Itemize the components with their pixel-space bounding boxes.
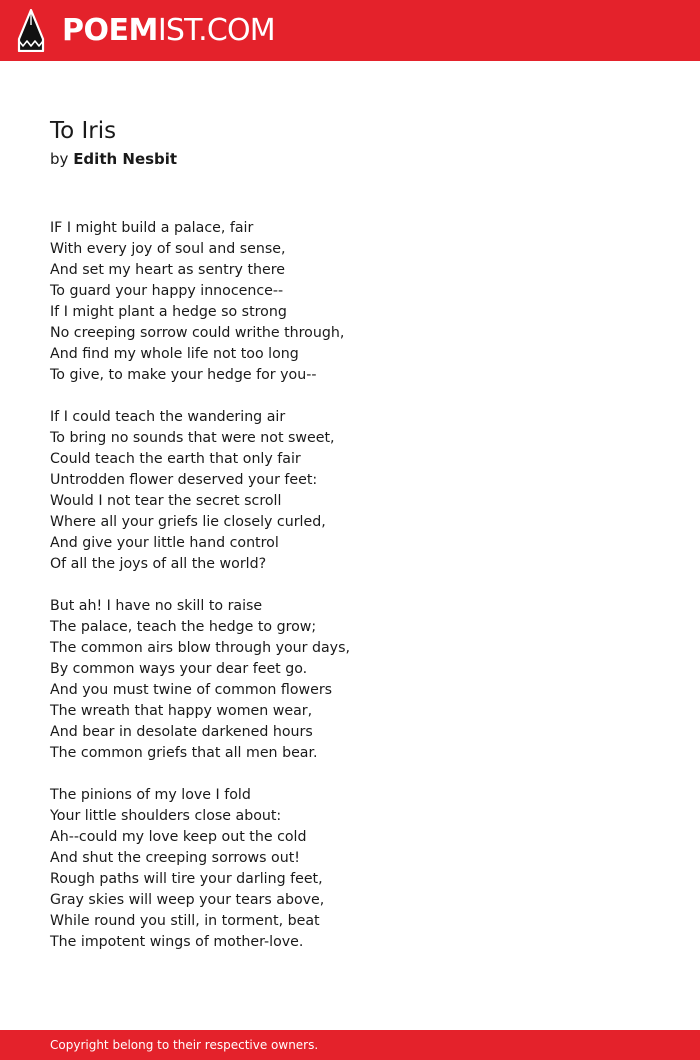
poem-line: And you must twine of common flowers <box>50 682 333 698</box>
byline <box>50 148 177 170</box>
poem-line: Your little shoulders close about: <box>50 808 282 824</box>
poem-line: If I could teach the wandering air <box>50 409 286 425</box>
poem-line: No creeping sorrow could writhe through, <box>50 325 345 341</box>
pen-nib-icon[interactable] <box>17 9 45 52</box>
poem-line: But ah! I have no skill to raise <box>50 598 263 614</box>
poem-line: And set my heart as sentry there <box>50 262 285 278</box>
poem-line: The common airs blow through your days, <box>50 640 350 656</box>
stanza <box>50 407 650 575</box>
poem-line: IF I might build a palace, fair <box>50 220 254 236</box>
poem-line: Gray skies will weep your tears above, <box>50 892 325 908</box>
copyright-notice: Copyright belong to their respective owners. <box>50 1038 319 1052</box>
poem-line: Where all your griefs lie closely curled, <box>50 514 326 530</box>
poem-line: The impotent wings of mother-love. <box>50 934 304 950</box>
poem-line: Ah--could my love keep out the cold <box>50 829 307 845</box>
stanza <box>50 596 650 764</box>
poem-title: To Iris <box>50 118 117 144</box>
poem-line: If I might plant a hedge so strong <box>50 304 287 320</box>
poem-line: Of all the joys of all the world? <box>50 556 267 572</box>
logo-bold-text: POEM <box>62 13 158 48</box>
logo-light-text: IST.COM <box>157 13 275 48</box>
poem-line: Could teach the earth that only fair <box>50 451 301 467</box>
poem-line: And bear in desolate darkened hours <box>50 724 313 740</box>
poem-line: While round you still, in torment, beat <box>50 913 320 929</box>
author-name: Edith Nesbit <box>73 150 178 168</box>
stanza <box>50 218 650 386</box>
byline-prefix: by <box>50 150 69 168</box>
poem-line: With every joy of soul and sense, <box>50 241 286 257</box>
poem-line: To bring no sounds that were not sweet, <box>50 430 335 446</box>
poem-body <box>50 218 650 974</box>
poem-line: By common ways your dear feet go. <box>50 661 308 677</box>
poem-line: To guard your happy innocence-- <box>50 283 284 299</box>
site-footer <box>0 1030 700 1060</box>
stanza <box>50 785 650 953</box>
poem-line: And shut the creeping sorrows out! <box>50 850 300 866</box>
poem-line: Rough paths will tire your darling feet, <box>50 871 323 887</box>
site-header <box>0 0 700 61</box>
site-logo[interactable] <box>62 11 275 51</box>
poem-line: Untrodden flower deserved your feet: <box>50 472 318 488</box>
poem-line: The palace, teach the hedge to grow; <box>50 619 317 635</box>
poem-line: To give, to make your hedge for you-- <box>50 367 317 383</box>
poem-line: The pinions of my love I fold <box>50 787 251 803</box>
poem-line: And give your little hand control <box>50 535 279 551</box>
poem-line: The common griefs that all men bear. <box>50 745 318 761</box>
poem-line: And find my whole life not too long <box>50 346 299 362</box>
poem-line: Would I not tear the secret scroll <box>50 493 282 509</box>
poem-line: The wreath that happy women wear, <box>50 703 313 719</box>
